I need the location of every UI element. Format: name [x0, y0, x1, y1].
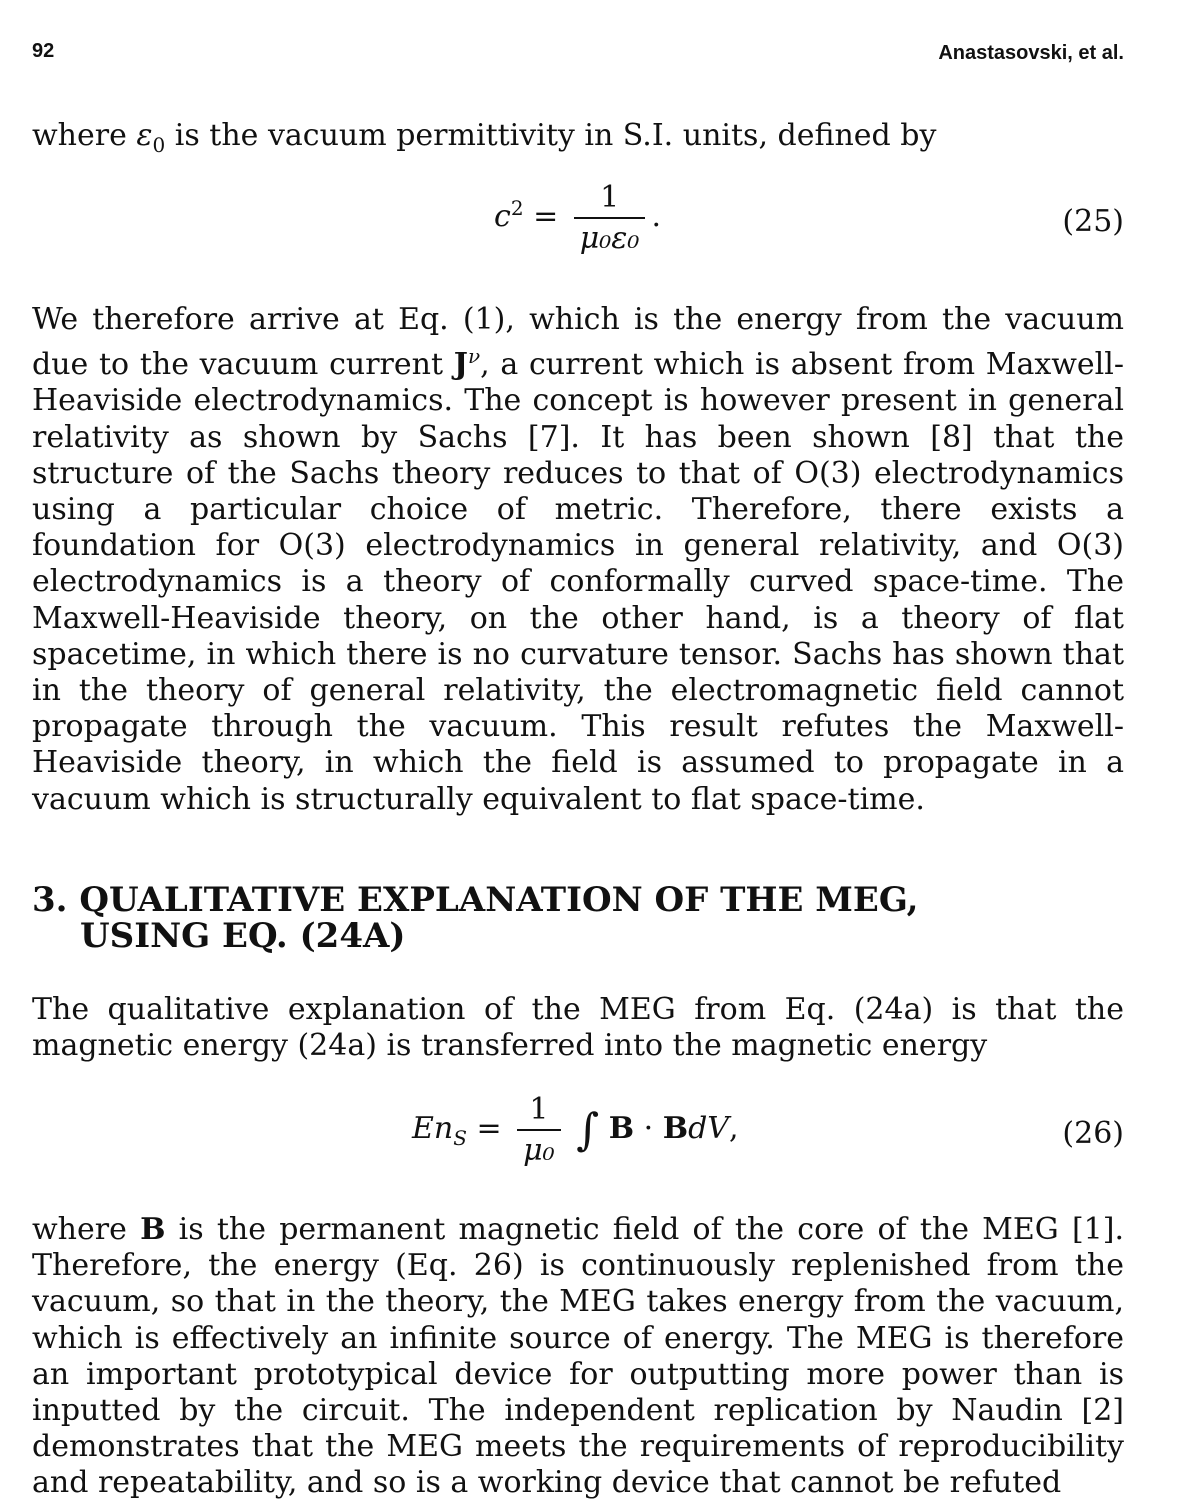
- paragraph-1: where $\varepsilon_0$ is the vacuum permittivity in S.I. units, defined by: [32, 118, 937, 157]
- paragraph-4: where B is the permanent magnetic field of the core of the MEG [1]. Therefore, the energy (Eq. 26) is continuously replenished from the vacuum, so that in the theory, the MEG takes energy from the vacuum, which is effectively an infinite source of energy. The MEG is therefore an important prototypical device for outputting more power than is inputted by the circuit. The independent replication by Naudin [2] demonstrates that the MEG meets the requirements of reproducibility and repeatability, and so is a working device that cannot be refuted: [32, 1212, 1125, 1501]
- paragraph-3: The qualitative explanation of the MEG from Eq. (24a) is that the magnetic energy (24a) is transferred into the magnetic energy: [32, 992, 1124, 1064]
- current-J: J: [453, 347, 468, 383]
- page-number: 92: [32, 40, 55, 62]
- equation-number-26: (26): [1062, 1116, 1124, 1151]
- equation-25: $c^2$ = $\frac{1}{\text{μ₀ε₀}}$ . (25): [494, 180, 1124, 256]
- eq25-fraction: $\frac{1}{\text{μ₀ε₀}}$: [574, 180, 646, 256]
- paragraph-2: We therefore arrive at Eq. (1), which is the energy from the vacuum due to the vacuum current $J^\nu$, a current which is absent from Maxwell-Heaviside electrodynamics. The concept is however present in general relativity as shown by Sachs [7]. It has been shown [8] that the structure of the Sachs theory reduces to that of O(3) electrodynamics using a particular choice of metric. Therefore, there exists a foundation for O(3) electrodynamics in general relativity, and O(3) electrodynamics is a theory of conformally curved space-time. The Maxwell-Heaviside theory, on the other hand, is a theory of flat spacetime, in which there is no curvature tensor. Sachs has shown that in the theory of general relativity, the electromagnetic field cannot propagate through the vacuum. This result refutes the Maxwell-Heaviside theory, in which the field is assumed to propagate in a vacuum which is structurally equivalent to flat space-time.: [32, 302, 1125, 817]
- eq26-fraction: $\frac{1}{\text{μ₀}}$: [517, 1092, 561, 1168]
- section-heading-3: 3. QUALITATIVE EXPLANATION OF THE MEG, USING EQ. (24A): [32, 880, 919, 956]
- integral-symbol: ∫: [576, 1104, 600, 1156]
- field-B: B: [140, 1212, 166, 1247]
- eq25-lhs: c: [494, 199, 511, 234]
- epsilon-symbol: ε: [136, 118, 153, 153]
- equation-number-25: (25): [1062, 204, 1124, 239]
- eq26-lhs: En: [412, 1111, 454, 1146]
- page-header: [32, 40, 1124, 70]
- equation-26: $En_S$ = $\frac{1}{\text{μ₀}}$ ∫ B · BdV, (26): [412, 1092, 1124, 1168]
- running-head: Anastasovski, et al.: [938, 42, 1124, 64]
